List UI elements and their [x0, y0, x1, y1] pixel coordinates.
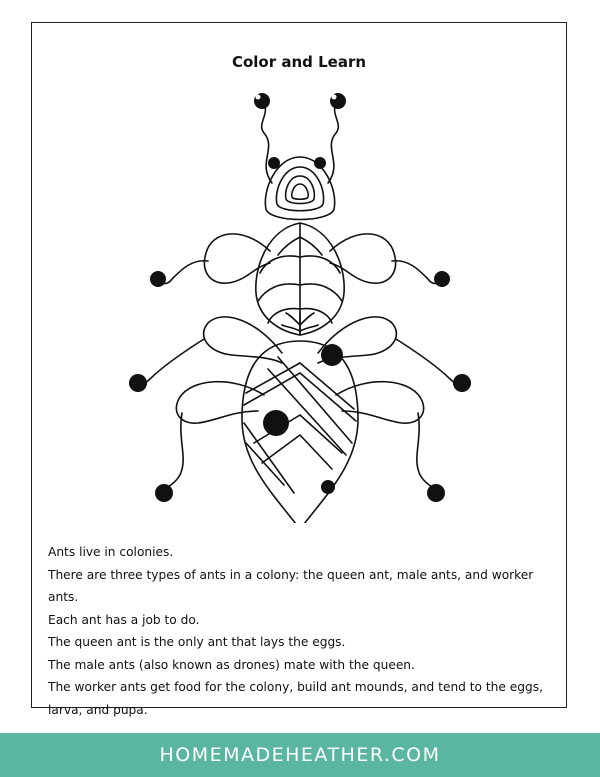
ant-illustration: [32, 23, 568, 523]
ant-abdomen: [242, 341, 358, 523]
right-front-foot: [434, 271, 450, 287]
right-back-leg: [336, 382, 424, 424]
fact-line: The male ants (also known as drones) mate with the queen.: [48, 657, 415, 672]
left-antenna: [262, 101, 272, 183]
site-footer-banner: [0, 733, 600, 777]
ant-facts-list: [48, 541, 558, 721]
abdomen-spot-small: [321, 480, 335, 494]
abdomen-spot-top: [321, 344, 343, 366]
right-front-leg: [330, 234, 396, 283]
left-back-leg: [176, 382, 264, 424]
right-back-foot: [427, 484, 445, 502]
site-name[interactable]: HOMEMADEHEATHER.COM: [159, 744, 441, 766]
left-eye: [268, 157, 280, 169]
fact-line: There are three types of ants in a colony: the queen ant, male ants, and worker ants.: [48, 567, 534, 604]
right-antenna: [328, 101, 338, 183]
left-middle-foot: [129, 374, 147, 392]
worksheet-page: [31, 22, 567, 717]
fact-line: The queen ant is the only ant that lays the eggs.: [48, 635, 346, 649]
fact-line: Ants live in colonies.: [48, 545, 174, 559]
left-middle-leg: [204, 317, 282, 363]
left-front-leg: [204, 234, 270, 283]
fact-line: Each ant has a job to do.: [48, 612, 200, 627]
page-title: Color and Learn: [231, 53, 367, 71]
left-front-foot: [150, 271, 166, 287]
abdomen-spot-large: [263, 410, 289, 436]
left-back-foot: [155, 484, 173, 502]
right-middle-foot: [453, 374, 471, 392]
right-eye: [314, 157, 326, 169]
fact-line: The worker ants get food for the colony, build ant mounds, and tend to the eggs, larva, and pupa.: [48, 680, 543, 717]
